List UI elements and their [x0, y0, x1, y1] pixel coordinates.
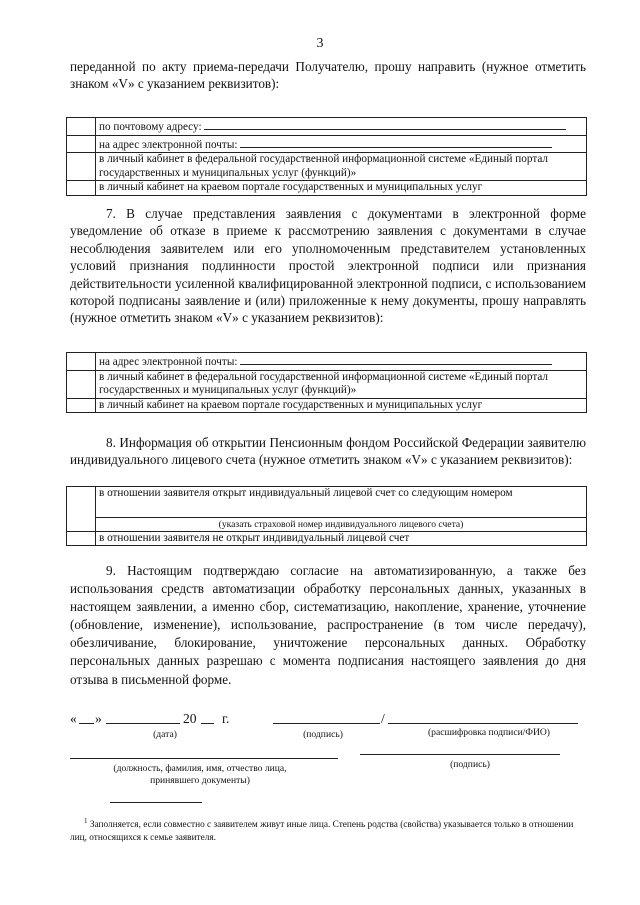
year-prefix: 20: [183, 711, 197, 726]
checkbox-cell[interactable]: [67, 353, 96, 371]
snils-input-line[interactable]: [96, 501, 586, 518]
option-cell: в личный кабинет в федеральной государственной информационной системе «Единый портал государственных и муниципальных услуг (функций)»: [96, 370, 587, 398]
footnote-marker: 1: [84, 817, 88, 825]
table-row: [67, 153, 587, 181]
official-caption: (должность, фамилия, имя, отчество лица, принявшего документы): [113, 763, 287, 786]
name-decoding-field[interactable]: [388, 723, 578, 724]
checkbox-cell[interactable]: [67, 370, 96, 398]
snils-caption: (указать страховой номер индивидуального лицевого счета): [218, 518, 464, 530]
option-cell: [96, 487, 587, 532]
table-row: [67, 353, 587, 371]
table-row: [67, 118, 587, 136]
option-cell: [96, 135, 587, 153]
section-8-paragraph: 8. Информация об открытии Пенсионным фондом Российской Федерации заявителю индивидуального лицевого счета (нужное отметить знаком «V» с указанием реквизитов):: [70, 435, 586, 468]
footnote-separator: [110, 802, 202, 803]
official-signature-line[interactable]: [360, 754, 560, 755]
table-row: [67, 487, 587, 532]
option-cell: в личный кабинет в федеральной государственной информационной системе «Единый портал государственных и муниципальных услуг (функций)»: [96, 153, 587, 181]
checkbox-cell[interactable]: [67, 135, 96, 153]
section-7-paragraph: 7. В случае представления заявления с документами в электронной форме уведомление об отказе в приеме к рассмотрению заявления с документами в случае несоблюдения заявителем или его уполномоченным представителем установленных условий признания подлинности простой электронной подписи или признания действительности усиленной квалифицированной электронной подписи, с использованием которой подписаны заявление и (или) приложенные к нему документы, прошу направлять (нужное отметить знаком «V» с указанием реквизитов):: [70, 206, 586, 326]
checkbox-cell[interactable]: [67, 487, 96, 532]
day-field[interactable]: [79, 723, 94, 724]
checkbox-cell[interactable]: [67, 153, 96, 181]
signature-slash: /: [381, 711, 385, 726]
checkbox-cell[interactable]: [67, 531, 96, 546]
date-caption: (дата): [153, 729, 177, 740]
page-number: 3: [316, 36, 324, 51]
rejection-notice-table: [66, 352, 587, 413]
option-label: в отношении заявителя открыт индивидуальный лицевой счет со следующим номером: [99, 487, 513, 499]
pension-account-table: [66, 486, 587, 546]
official-name-line[interactable]: [70, 758, 338, 759]
year-suffix: г.: [222, 711, 230, 726]
month-field[interactable]: [106, 723, 180, 724]
option-label: на адрес электронной почты:: [99, 138, 238, 151]
footnote: [70, 815, 588, 844]
delivery-method-table: [66, 117, 587, 196]
postal-address-field[interactable]: [204, 118, 566, 130]
option-cell: в личный кабинет на краевом портале государственных и муниципальных услуг: [96, 398, 587, 413]
checkbox-cell[interactable]: [67, 118, 96, 136]
option-cell: [96, 353, 587, 371]
table-row: [67, 370, 587, 398]
email-field[interactable]: [240, 136, 552, 148]
intro-paragraph: переданной по акту приема-передачи Получателю, прошу направить (нужное отметить знаком «V» с указанием реквизитов):: [70, 59, 586, 92]
decoding-caption: (расшифровка подписи/ФИО): [427, 727, 551, 738]
section-9-paragraph: 9. Настоящим подтверждаю согласие на автоматизированную, а также без использования средств автоматизации обработку персональных данных, указанных в настоящем заявлении, а именно сбор, систематизацию, накопление, хранение, уточнение (обновление, изменение), использование, распространение (в том числе передачу), обезличивание, блокирование, уничтожение персональных данных. Обработку персональных данных разрешаю с момента подписания настоящего заявления до дня отзыва в письменной форме.: [70, 563, 586, 687]
signature-caption: (подпись): [303, 729, 343, 740]
date-quote-open: «: [70, 711, 77, 726]
email-field[interactable]: [240, 353, 552, 365]
option-cell: в личный кабинет на краевом портале государственных и муниципальных услуг: [96, 181, 587, 196]
signature-row: [70, 711, 590, 727]
table-row: [67, 135, 587, 153]
checkbox-cell[interactable]: [67, 181, 96, 196]
option-label: на адрес электронной почты:: [99, 356, 238, 368]
year-field[interactable]: [201, 723, 214, 724]
date-quote-close: »: [95, 711, 102, 726]
table-row: [67, 181, 587, 196]
table-row: [67, 398, 587, 413]
official-signature-caption: (подпись): [450, 759, 490, 770]
option-cell: в отношении заявителя не открыт индивидуальный лицевой счет: [96, 531, 587, 546]
option-cell: [96, 118, 587, 136]
table-row: [67, 531, 587, 546]
checkbox-cell[interactable]: [67, 398, 96, 413]
signature-field[interactable]: [273, 723, 380, 724]
option-label: по почтовому адресу:: [99, 121, 202, 133]
footnote-text: Заполняется, если совместно с заявителем живут иные лица. Степень родства (свойства) указывается только в отношении лиц, относящихся к семье заявителя.: [70, 820, 574, 843]
